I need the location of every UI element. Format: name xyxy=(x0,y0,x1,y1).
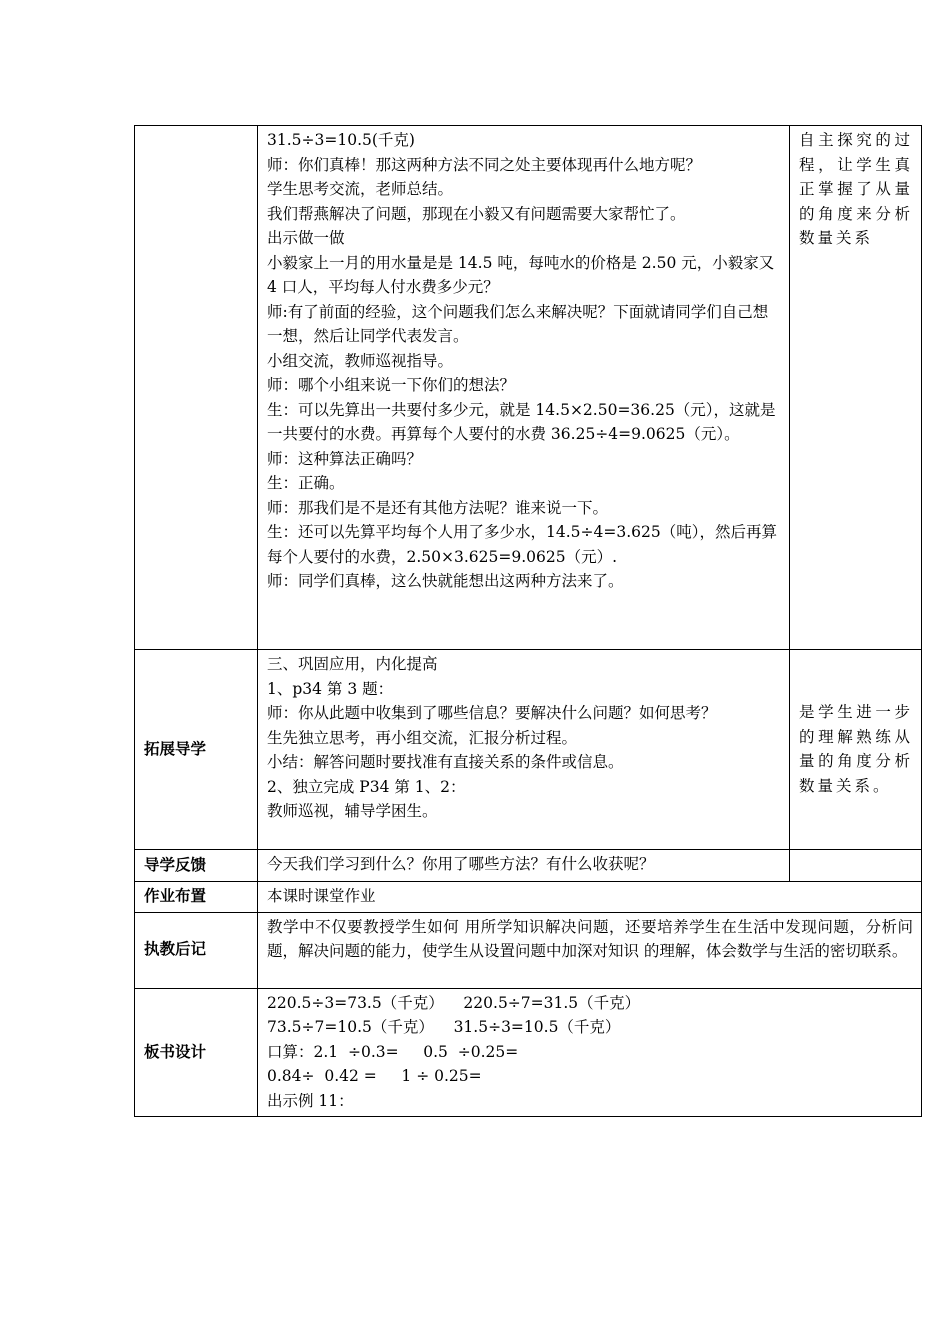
row-note: 是学生进一步的理解熟练从量的角度分析数量关系。 xyxy=(790,650,922,850)
content-line: 出示例 11： xyxy=(267,1091,354,1110)
table-row xyxy=(135,126,922,650)
row-note xyxy=(790,850,922,882)
content-line: 0.84÷ 0.42 = 1 ÷ 0.25= xyxy=(267,1067,482,1085)
row-content xyxy=(258,988,922,1117)
content-line: 师：同学们真棒，这么快就能想出这两种方法来了。 xyxy=(267,572,624,590)
table-row xyxy=(135,882,922,913)
content-line: 2、独立完成 P34 第 1、2： xyxy=(267,777,466,796)
content-line: 73.5÷7=10.5（千克） 31.5÷3=10.5（千克） xyxy=(267,1018,621,1036)
content-line: 出示做一做 xyxy=(267,229,345,247)
row-label: 导学反馈 xyxy=(135,850,258,882)
content-line: 今天我们学习到什么？你用了哪些方法？有什么收获呢？ xyxy=(267,855,655,873)
row-note: 自主探究的过程，让学生真正掌握了从量的角度来分析数量关系 xyxy=(790,126,922,650)
content-line: 师：那我们是不是还有其他方法呢？谁来说一下。 xyxy=(267,498,609,517)
row-content xyxy=(258,912,922,988)
table-row xyxy=(135,850,922,882)
content-line: 我们帮燕解决了问题，那现在小毅又有问题需要大家帮忙了。 xyxy=(267,204,686,223)
content-line: 学生思考交流，老师总结。 xyxy=(267,180,454,198)
content-line: 小组交流，教师巡视指导。 xyxy=(267,351,454,370)
table-row xyxy=(135,988,922,1117)
content-line: 生：正确。 xyxy=(267,474,345,492)
content-line: 生先独立思考，再小组交流，汇报分析过程。 xyxy=(267,728,578,747)
lesson-plan-table xyxy=(134,125,922,1117)
content-line: 师:有了前面的经验，这个问题我们怎么来解决呢？下面就请同学们自己想一想，然后让同学代表发言。 xyxy=(267,302,769,345)
table-row xyxy=(135,912,922,988)
row-label: 拓展导学 xyxy=(135,650,258,850)
content-line: 小毅家上一月的用水量是是 14.5 吨，每吨水的价格是 2.50 元，小毅家又 4 口人，平均每人付水费多少元？ xyxy=(267,253,780,296)
content-line: 教学中不仅要教授学生如何 用所学知识解决问题，还要培养学生在生活中发现问题，分析问题，解决问题的能力，使学生从设置问题中加深对知识 的理解，体会数学与生活的密切联系。 xyxy=(267,917,913,960)
content-line: 小结：解答问题时要找准有直接关系的条件或信息。 xyxy=(267,753,624,771)
row-content xyxy=(258,126,790,650)
content-line: 师：这种算法正确吗？ xyxy=(267,449,423,468)
content-line: 本课时课堂作业 xyxy=(267,887,376,905)
row-label xyxy=(135,126,258,650)
content-line: 教师巡视，辅导学困生。 xyxy=(267,802,438,820)
row-label: 作业布置 xyxy=(135,882,258,913)
content-line: 220.5÷3=73.5（千克） 220.5÷7=31.5（千克） xyxy=(267,993,641,1012)
row-content xyxy=(258,882,922,913)
content-line: 师：你从此题中收集到了哪些信息？要解决什么问题？如何思考？ xyxy=(267,704,717,722)
row-label: 板书设计 xyxy=(135,988,258,1117)
row-label: 执教后记 xyxy=(135,912,258,988)
row-content xyxy=(258,850,790,882)
table-row xyxy=(135,650,922,850)
content-line: 三、巩固应用，内化提高 xyxy=(267,655,438,673)
content-line: 口算：2.1 ÷0.3= 0.5 ÷0.25= xyxy=(267,1042,519,1061)
content-line: 生：还可以先算平均每个人用了多少水，14.5÷4=3.625（吨），然后再算每个人要付的水费，2.50×3.625=9.0625（元）. xyxy=(267,523,777,566)
content-line: 31.5÷3=10.5(千克) xyxy=(267,131,415,149)
content-line: 师：哪个小组来说一下你们的想法？ xyxy=(267,376,516,394)
row-content xyxy=(258,650,790,850)
content-line: 师：你们真棒！那这两种方法不同之处主要体现再什么地方呢？ xyxy=(267,155,702,174)
content-line: 生：可以先算出一共要付多少元，就是 14.5×2.50=36.25（元），这就是一共要付的水费。再算每个人要付的水费 36.25÷4=9.0625（元）。 xyxy=(267,400,776,443)
content-line: 1、p34 第 3 题： xyxy=(267,679,394,698)
